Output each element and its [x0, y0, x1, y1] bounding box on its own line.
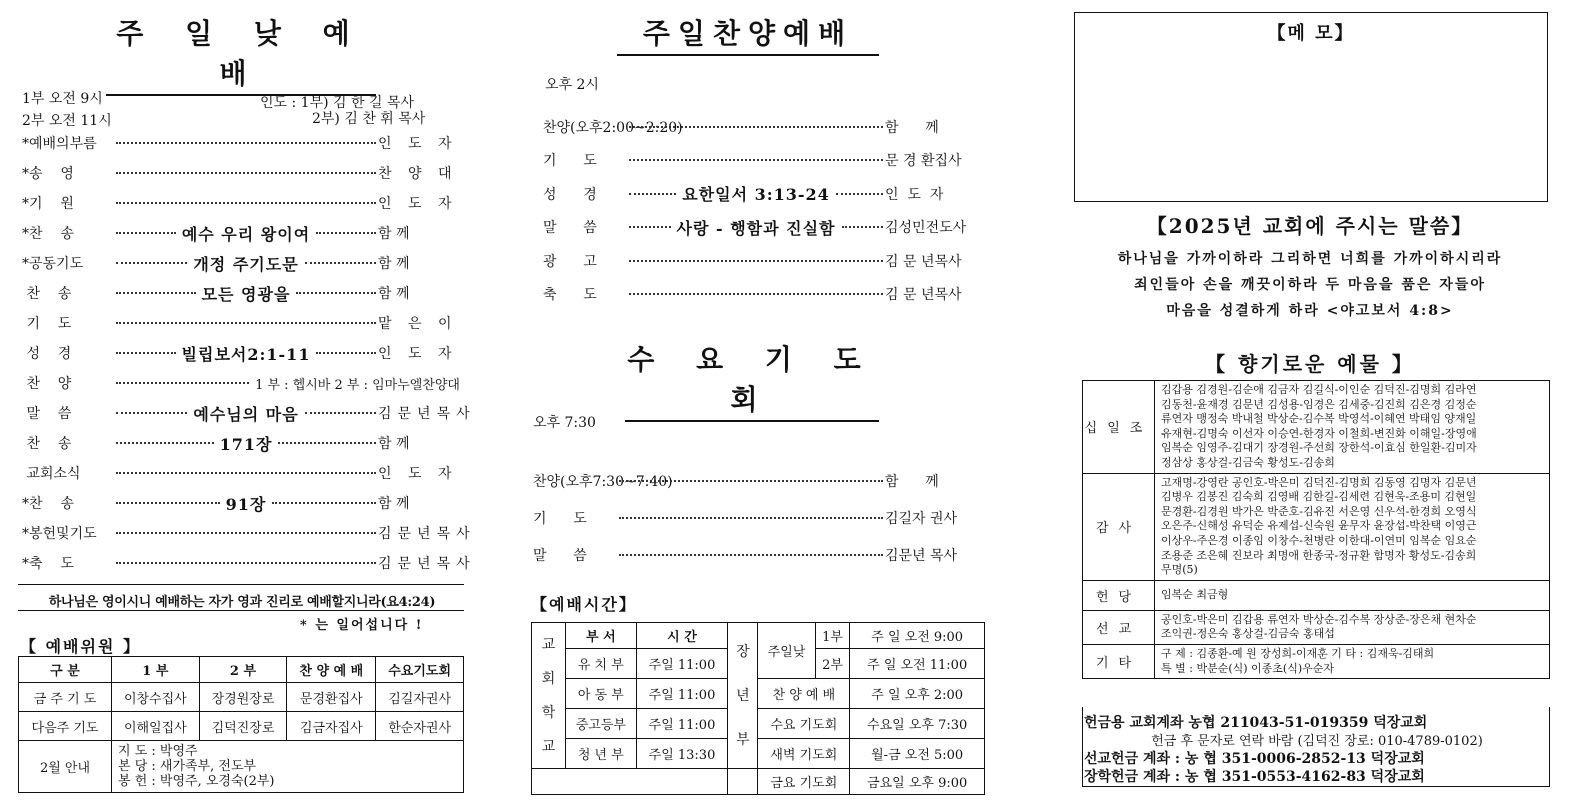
right-column	[1065, 0, 1575, 808]
committee-header-cell: 구 분	[19, 657, 112, 683]
dot-leader	[116, 202, 376, 204]
order-leader-dots	[617, 517, 885, 519]
order-leader-dots	[627, 216, 885, 239]
account-main: 헌금용 교회계좌 농협 211043-51-019359 덕장교회	[1084, 715, 1428, 731]
order-label: 말 씀	[543, 220, 597, 237]
dot-leader	[116, 472, 376, 474]
order-row	[543, 278, 985, 312]
adult-service: 수요 기도회	[758, 709, 850, 739]
order-row	[22, 188, 464, 218]
order-label: 성 경	[543, 186, 597, 203]
leader-2: 2부) 김 찬 휘 목사	[312, 111, 426, 127]
order-row	[22, 518, 476, 548]
offering-line: 이상우-주은경 이종임 이창수-천병란 이한대-이연미 임복순 임요순	[1161, 533, 1477, 547]
order-content: 91장	[225, 494, 267, 514]
dot-leader	[619, 554, 883, 556]
feb-line: 지 도 : 박영주	[118, 744, 198, 759]
offering-line: 공인호-박은미 김갑용 류연자 박상순-김수복 장상준-장은채 현차순	[1161, 612, 1477, 626]
order-person: 김 문 년목사	[885, 287, 962, 304]
committee-header-cell: 수요기도회	[376, 657, 464, 683]
offering-names	[1155, 381, 1550, 474]
adult-time: 주 일 오후 2:00	[850, 679, 985, 709]
order-leader-dots	[114, 492, 378, 515]
order-label: *찬 송	[22, 226, 74, 242]
offering-category: 십일조	[1083, 381, 1155, 474]
dot-leader	[316, 352, 376, 354]
praise-service-column	[525, 0, 1005, 808]
dot-leader	[116, 442, 214, 444]
school-empty	[532, 769, 728, 795]
order-leader-dots	[114, 172, 378, 174]
order-row	[22, 548, 476, 578]
order-person: 인 도 자	[378, 196, 458, 212]
service-time-1: 1부 오전 9시	[22, 91, 103, 107]
order-leader-dots	[114, 402, 378, 425]
school-dept: 청 년 부	[566, 739, 637, 769]
order-person: 인 도 자	[378, 346, 458, 362]
adult-label	[728, 623, 758, 769]
committee-cell: 김덕진장로	[199, 712, 287, 741]
dot-leader	[116, 562, 376, 564]
school-time: 주일 11:00	[636, 649, 728, 679]
order-label: 성 경	[22, 346, 72, 362]
committee-cell: 김길자권사	[376, 683, 464, 712]
order-content: 개정 주기도문	[193, 254, 299, 274]
order-person: 인 도 자	[378, 466, 458, 482]
annual-word-line: 죄인들아 손을 깨끗이하라 두 마음을 품은 자들아	[1134, 277, 1486, 293]
order-row	[22, 428, 464, 458]
scripture-verse: 하나님은 영이시니 예배하는 자가 영과 진리로 예배할지니라(요4:24)	[48, 595, 436, 610]
committee-cell: 문경환집사	[287, 683, 376, 712]
order-row	[22, 308, 464, 338]
schedule-row	[532, 769, 985, 795]
dot-leader	[116, 352, 176, 354]
wednesday-title: 수 요 기 도 회	[625, 338, 879, 422]
offering-line: 무명(5)	[1161, 563, 1198, 577]
school-dept: 중고등부	[566, 709, 637, 739]
committee-row-label: 금 주 기 도	[19, 683, 112, 712]
order-content: 1 부 : 헵시바 2 부 : 임마누엘찬양대	[255, 377, 460, 393]
adult-service: 새벽 기도회	[758, 739, 850, 769]
order-row	[22, 158, 464, 188]
order-label: 찬양(오후2:00~2:20)	[543, 119, 683, 136]
order-leader-dots	[114, 202, 378, 204]
order-content: 사랑 - 행함과 진실함	[676, 218, 836, 238]
leader-1: 인도 : 1부) 김 한 길 목사	[260, 95, 414, 111]
order-leader-dots	[627, 126, 885, 128]
order-label: 교회소식	[22, 466, 81, 482]
offering-names	[1155, 580, 1550, 610]
order-label: 기 도	[22, 316, 72, 332]
order-person: 함 께	[378, 256, 410, 272]
offering-row	[1083, 580, 1550, 610]
feb-line: 본 당 : 새가족부, 전도부	[118, 759, 257, 774]
dot-leader	[116, 292, 196, 294]
committee-table	[18, 656, 464, 793]
schedule-table	[531, 622, 985, 795]
order-leader-dots	[617, 480, 885, 482]
adult-part: 1부	[815, 623, 850, 649]
order-person: 김문년 목사	[885, 547, 958, 564]
order-label: 말 씀	[22, 406, 72, 422]
order-row	[22, 128, 464, 158]
order-row	[22, 398, 476, 428]
adult-label-char: 년	[736, 687, 750, 704]
offering-line: 김병우 김봉진 김숙희 김영배 김한길-김세련 김현욱-조용미 김현일	[1161, 490, 1477, 504]
order-leader-dots	[114, 472, 378, 474]
schedule-header: 부 서	[566, 623, 637, 649]
divider	[18, 584, 464, 585]
stand-note: * 는 일어섭니다 !	[300, 618, 424, 633]
dot-leader	[629, 159, 883, 161]
adult-service: 찬 양 예 배	[758, 679, 850, 709]
order-row	[22, 368, 464, 398]
order-leader-dots	[114, 222, 378, 245]
offering-line: 고재명-강영란 공인호-박은미 김덕진-김명희 김동영 김명자 김문년	[1161, 475, 1477, 489]
order-label: 찬 송	[22, 286, 72, 302]
dot-leader	[305, 412, 376, 414]
feb-line: 봉 헌 : 박영주, 오경숙(2부)	[118, 774, 275, 789]
dot-leader	[116, 232, 176, 234]
order-person: 맡 은 이	[378, 316, 458, 332]
order-leader-dots	[114, 374, 464, 393]
adult-service: 금요 기도회	[758, 769, 850, 795]
dot-leader	[305, 262, 376, 264]
order-row	[22, 488, 464, 518]
order-label: 찬양(오후7:30~7:40)	[533, 473, 673, 490]
account-box	[1082, 707, 1550, 787]
order-leader-dots	[114, 252, 378, 275]
order-label: 말 씀	[533, 547, 587, 564]
wednesday-time: 오후 7:30	[533, 415, 596, 431]
offering-names	[1155, 610, 1550, 644]
schedule-header: 시 간	[636, 623, 728, 649]
praise-time: 오후 2시	[545, 77, 599, 93]
annual-word-title: 【2025년 교회에 주시는 말씀】	[1146, 214, 1474, 238]
school-dept: 유 치 부	[566, 649, 637, 679]
dot-leader	[619, 517, 883, 519]
order-person: 김길자 권사	[885, 510, 958, 527]
dot-leader	[116, 172, 376, 174]
committee-cell: 이해일집사	[112, 712, 200, 741]
offering-line: 김동천-윤재경 김문년 김성용-임경은 김세중-김진희 김은경 김정순	[1161, 397, 1477, 411]
dot-leader	[629, 226, 671, 228]
dot-leader	[278, 442, 376, 444]
praise-order-list	[543, 110, 985, 311]
order-label: *기 원	[22, 196, 74, 212]
offering-line: 임복순 임영주-김대기 장경원-주선희 장한석-이효심 한일환-김미자	[1161, 441, 1477, 455]
praise-service-title: 주일찬양예배	[617, 12, 879, 56]
offering-names	[1155, 473, 1550, 580]
order-row	[533, 536, 985, 573]
memo-box	[1074, 12, 1548, 202]
order-person: 함 께	[885, 473, 939, 490]
adult-sunday-label: 주일낮	[758, 623, 815, 679]
order-row	[543, 144, 985, 178]
order-leader-dots	[114, 432, 378, 455]
order-person: 인 도 자	[885, 186, 944, 203]
order-label: 찬 양	[22, 376, 72, 392]
dot-leader	[116, 532, 376, 534]
adult-time: 주 일 오전 11:00	[850, 649, 985, 679]
order-row	[533, 462, 985, 499]
committee-cell: 김금자집사	[287, 712, 376, 741]
committee-header-cell: 찬 양 예 배	[287, 657, 376, 683]
offering-row	[1083, 473, 1550, 580]
dot-leader	[629, 126, 883, 128]
committee-header-cell: 2 부	[199, 657, 287, 683]
dot-leader	[629, 293, 883, 295]
offering-line: 유재현-김명숙 이선자 이승연-한경자 이철희-변진화 이해일-장영애	[1161, 426, 1477, 440]
school-dept: 아 동 부	[566, 679, 637, 709]
offering-row	[1083, 610, 1550, 644]
offering-category: 감사	[1083, 473, 1155, 580]
school-label	[532, 623, 566, 769]
order-row	[543, 110, 985, 144]
offering-names	[1155, 644, 1550, 678]
dot-leader	[116, 142, 376, 144]
account-mission: 선교헌금 계좌 : 농 협 351-0006-2852-13 덕장교회	[1084, 751, 1425, 767]
account-scholarship: 장학헌금 계좌 : 농 협 351-0553-4162-83 덕장교회	[1084, 769, 1425, 785]
order-label: 기 도	[533, 510, 587, 527]
order-person: 함 께	[378, 226, 410, 242]
order-leader-dots	[114, 282, 378, 305]
memo-title: 【메 모】	[1267, 23, 1355, 44]
committee-cell: 한순자권사	[376, 712, 464, 741]
order-content: 모든 영광을	[201, 284, 291, 304]
order-leader-dots	[627, 260, 885, 262]
committee-row-label: 다음주 기도	[19, 712, 112, 741]
order-leader-dots	[114, 342, 378, 365]
order-person: 찬 양 대	[378, 166, 458, 182]
dot-leader	[116, 412, 187, 414]
order-content: 예수님의 마음	[193, 404, 299, 424]
dot-leader	[842, 226, 884, 228]
adult-label-char: 부	[736, 731, 750, 748]
service-time-2: 2부 오전 11시	[22, 113, 112, 129]
feb-label: 2월 안내	[19, 741, 112, 793]
dot-leader	[296, 292, 376, 294]
offering-row	[1083, 381, 1550, 474]
offering-line: 임복순 최금형	[1161, 587, 1229, 601]
school-label-char: 회	[541, 670, 556, 687]
offering-row	[1083, 644, 1550, 678]
order-label: *축 도	[22, 556, 74, 572]
adult-time: 월-금 오전 5:00	[850, 739, 985, 769]
order-content: 빌립보서2:1-11	[181, 344, 311, 364]
divider	[18, 610, 464, 611]
order-person: 김문년목사	[378, 556, 476, 572]
order-row	[533, 499, 985, 536]
dot-leader	[116, 382, 249, 384]
offering-line: 오은주-신해성 유덕순 유제섭-신숙원 윤무자 윤장섭-박찬택 이영근	[1161, 519, 1477, 533]
school-label-char: 학	[541, 704, 556, 721]
order-row	[22, 248, 464, 278]
dot-leader	[116, 502, 220, 504]
order-person: 함 께	[378, 496, 410, 512]
schedule-title: 【예배시간】	[531, 595, 637, 614]
feb-info	[112, 741, 464, 793]
order-person: 함 께	[885, 119, 939, 136]
order-person: 김문년목사	[378, 526, 476, 542]
order-row	[22, 218, 464, 248]
committee-title: 【 예배위원 】	[20, 637, 141, 656]
adult-time: 주 일 오전 9:00	[850, 623, 985, 649]
order-person: 김 문 년목사	[885, 253, 962, 270]
order-leader-dots	[617, 554, 885, 556]
schedule-row	[532, 679, 985, 709]
schedule-row	[532, 709, 985, 739]
order-person: 김성민전도사	[885, 220, 967, 237]
schedule-row	[532, 739, 985, 769]
sunday-service-column	[0, 0, 480, 808]
dot-leader	[619, 480, 883, 482]
order-leader-dots	[627, 182, 885, 205]
order-row	[543, 211, 985, 245]
school-label-char: 교	[541, 636, 556, 653]
order-leader-dots	[114, 562, 378, 564]
offering-line: 정삼상 홍상걸-김금숙 황성도-김송희	[1161, 455, 1335, 469]
order-label: *찬 송	[22, 496, 74, 512]
service-order-list	[22, 128, 476, 578]
order-leader-dots	[627, 293, 885, 295]
school-label-char: 교	[541, 738, 556, 755]
order-content: 예수 우리 왕이여	[181, 224, 311, 244]
order-label: *송 영	[22, 166, 74, 182]
order-content: 요한일서 3:13-24	[682, 185, 830, 205]
dot-leader	[629, 193, 676, 195]
schedule-row	[532, 623, 985, 649]
order-person: 김문년목사	[378, 406, 476, 422]
offering-category: 기타	[1083, 644, 1155, 678]
offering-title: 【 향기로운 예물 】	[1205, 352, 1415, 376]
offering-line: 류연자 맹정숙 박내철 박상순-김수복 박영석-이혜연 박태임 양재일	[1161, 412, 1477, 426]
order-leader-dots	[627, 159, 885, 161]
offering-category: 선교	[1083, 610, 1155, 644]
order-row	[22, 458, 464, 488]
order-person: 문 경 환집사	[885, 153, 962, 170]
order-label: *봉헌및기도	[22, 526, 97, 542]
order-person: 인 도 자	[378, 136, 458, 152]
offering-line: 조용준 조은혜 진보라 최명애 한종국-정규환 함명자 황성도-김송희	[1161, 548, 1477, 562]
school-time: 주일 11:00	[636, 679, 728, 709]
committee-cell: 이창수집사	[112, 683, 200, 712]
order-leader-dots	[114, 532, 378, 534]
order-label: 찬 송	[22, 436, 72, 452]
dot-leader	[836, 193, 883, 195]
order-label: *예배의부름	[22, 136, 97, 152]
annual-word-line: 하나님을 가까이하라 그리하면 너희를 가까이하시리라	[1117, 251, 1503, 267]
dot-leader	[272, 502, 376, 504]
dot-leader	[316, 232, 376, 234]
order-row	[22, 278, 464, 308]
order-person: 함 께	[378, 286, 410, 302]
order-label: 기 도	[543, 153, 597, 170]
order-row	[543, 244, 985, 278]
offering-line: 김갑용 김경원-김순애 김금자 김길식-이인순 김덕진-김명희 김라연	[1161, 383, 1477, 396]
committee-header-cell: 1 부	[112, 657, 200, 683]
offering-line: 조익권-정은숙 홍상걸-김금숙 홍태섭	[1161, 627, 1335, 641]
order-person: 함 께	[378, 436, 410, 452]
order-row	[543, 177, 985, 211]
order-row	[22, 338, 464, 368]
adult-label-char: 장	[736, 643, 750, 660]
annual-word-line: 마음을 성결하게 하라 <야고보서 4:8>	[1166, 303, 1454, 319]
sunday-service-title: 주 일 낮 예 배	[106, 12, 376, 96]
order-label: 축 도	[543, 287, 597, 304]
school-time: 주일 13:30	[636, 739, 728, 769]
adult-empty	[728, 769, 758, 795]
order-label: *공동기도	[22, 256, 84, 272]
dot-leader	[116, 262, 187, 264]
dot-leader	[629, 260, 883, 262]
committee-cell: 장경원장로	[199, 683, 287, 712]
wednesday-order-list	[533, 462, 985, 573]
offering-line: 특 별 : 박분순(식) 이종초(식)우순자	[1161, 661, 1334, 675]
adult-time: 금요일 오후 9:00	[850, 769, 985, 795]
offering-line: 구 제 : 김종환-예 원 장성희-이재훈 기 타 : 김재욱-김태희	[1161, 646, 1435, 660]
order-content: 171장	[219, 434, 273, 454]
offering-table	[1082, 380, 1550, 679]
dot-leader	[116, 322, 376, 324]
order-leader-dots	[114, 322, 378, 324]
school-time: 주일 11:00	[636, 709, 728, 739]
offering-line: 문경환-김경원 박가은 박준호-김유진 서은영 신우석-한경희 오영식	[1161, 504, 1477, 518]
adult-time: 수요일 오후 7:30	[850, 709, 985, 739]
offering-category: 헌당	[1083, 580, 1155, 610]
order-label: 광 고	[543, 253, 597, 270]
account-note: 헌금 후 문자로 연락 바람 (김덕진 장로: 010-4789-0102)	[1151, 734, 1483, 749]
order-leader-dots	[114, 142, 378, 144]
adult-part: 2부	[815, 649, 850, 679]
